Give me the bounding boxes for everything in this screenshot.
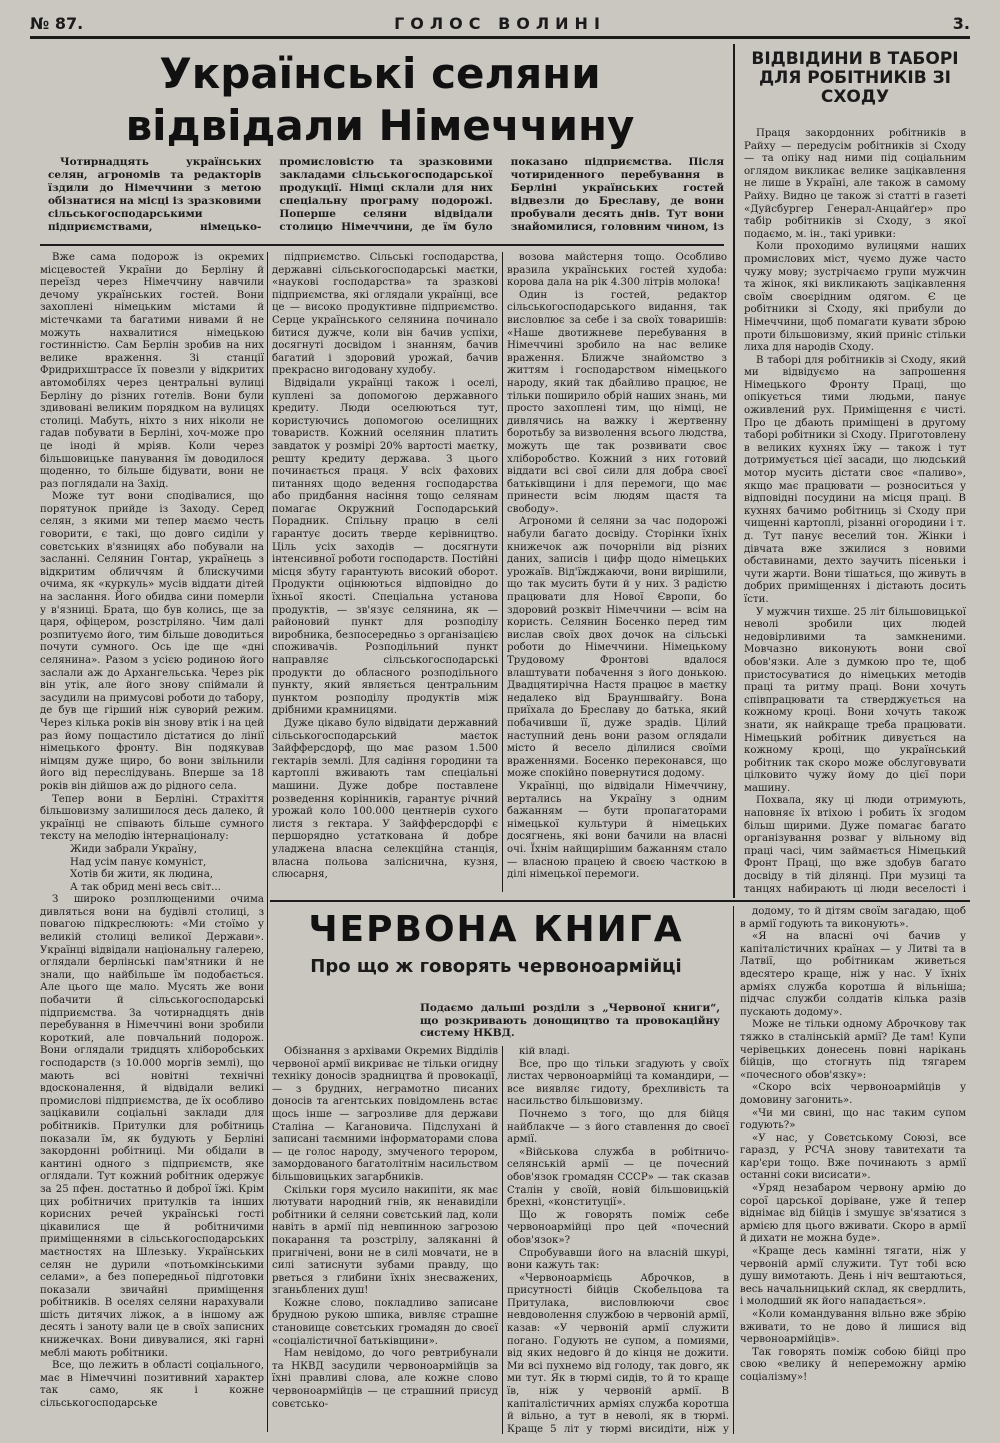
paragraph: Дуже цікаво було відвідати державний сільськогосподарський маєток Зайфферсдорф, що має разом 1.500 гектарів землі. Для садіння городини та картоплі вживають там спеціальні машини. Дуже добре поставлене розведення корінників, гарантує річний урожай коло 100.000 центнерів сухого листя з гектара. У Зайфферсдорфі є першорядно устаткована й добре уладжена власна селекційна станція, власна польова заліснична, кузня, слюсарня, bbox=[272, 717, 498, 881]
article3-title: ЧЕРВОНА КНИГА bbox=[308, 909, 684, 950]
column-rule bbox=[502, 252, 503, 892]
article3-column-2 bbox=[507, 1046, 729, 1434]
article2-title: ВІДВІДИНИ В ТАБОРІ ДЛЯ РОБІТНИКІВ ЗІ СХОДУ bbox=[751, 49, 959, 107]
paragraph: «Коли командування вільно вже збрію вживати, то не дово й лишися від червоноармійців». bbox=[740, 1309, 966, 1346]
section-rule bbox=[270, 900, 970, 902]
paragraph: Обізнання з архівами Окремих Відділів червоної армії викриває не тільки огидну техніку доносів зрадництва й провокації, — з брудних, неграмотно писаних доносів та агентських повідомлень встає щось інше — загрозливе для держави Сталіна — Кагановича. Підслухані й записані таємними інформаторами слова — це голос народу, змученого терором, замордованого багатолітнім насильством більшовицьких загарбників. bbox=[272, 1046, 498, 1183]
article2-body bbox=[744, 128, 966, 894]
paragraph: додому, то й дітям своїм загадаю, щоб в армії годують та виконують». bbox=[740, 906, 966, 930]
paragraph: «Скоро всіх червоноармійців у домовину загонить». bbox=[740, 1082, 966, 1106]
verse-line: Жиди забрали Україну, bbox=[70, 843, 198, 855]
paragraph: «Я на власні очі бачив у капіталістичних країнах — у Литві та в Латвії, що робітникам живеться вдесятеро краще, ніж у нас. У їхніх арміях служба коротша й вільніша; підчас служби солдатів кілька разів пускають додому». bbox=[740, 931, 966, 1018]
paragraph: Почнемо з того, що для бійця найблакче — з його ставлення до своєї армії. bbox=[507, 1108, 729, 1146]
paragraph: «Краще десь камінні тягати, ніж у червоній армії служити. Тут тобі всю душу вимотають. День і ніч вештаються, весь начальницький склад, як свердлить, і молодший як його нападається». bbox=[740, 1246, 966, 1308]
paragraph: Праця закордонних робітників в Райху — передусім робітників зі Сходу — та опіку над ними під соціальним оглядом викликає велике зацікавлення не лише в Україні, але також в самому Райху. Видно це також зі статті в газеті «Дуйсбургер Генерал-Анцайґер» про табір робітників зі Сходу, з якої подаємо, м. ін., такі уривки: bbox=[744, 128, 966, 240]
page-header bbox=[30, 8, 970, 38]
paragraph: Що ж говорять поміж себе червоноармійці про цей «почесний обов'язок»? bbox=[507, 1209, 729, 1246]
article3-subtitle: Про що ж говорять червоноармійці bbox=[310, 956, 682, 977]
verse-line: Над усім панує комуніст, bbox=[70, 856, 207, 868]
paragraph: Нам невідомо, до чого ревтрибунали та НКВД засудили червоноармійців за їхні правливі слова, але кожне слово червоноармійців — це страшний присуд совєтсько- bbox=[272, 1348, 498, 1410]
paragraph: Один із гостей, редактор сільськогосподарського видання, так висловлює за себе і за своїх товаришів: «Наше двотижневе перебування в Німеччині зробило на нас велике враження. Ближче знайомство з життям і господарством німецького народу, який так дбайливо працює, не тільки поширило обрій наших знань, ми просто захоплені тим, що німці, не дивлячись на важку і жертвенну боротьбу за визволення всього людства, можуть ще так розвивати своє хліборобство. Кожний з них готовий віддати всі свої сили для добра своєї батьківщини і для перемоги, що має принести всім людям щастя та свободу». bbox=[507, 289, 727, 515]
paragraph: «Уряд незабаром червону армію до сорої царської доріване, уже й тепер віднімає від бійців і змушує зв'язатися з армією для цього вживати. Скоро в армії й дихати не можна буде». bbox=[740, 1183, 966, 1245]
paragraph: В таборі для робітників зі Сходу, який ми відвідуємо на запрошення Німецького Фронту Праці, що опікується тими людьми, панує оживлений рух. Приміщення є чисті. Про це дбають приміщені в другому таборі робітники зі Сходу. Приготовлену в великих кухнях їжу — також і тут дотримується цієї засади, що людський мотор мусить дістати своє «паливо», якщо має працювати — розноситься у відповідні посудини на місця праці. В кухнях бачимо робітниць зі Сходу при чищенні картоплі, різанні огородини і т. д. Тут панує веселий тон. Жінки і дівчата вже зжилися з новими обставинами, дехто заучить пісеньки і чути жарти. Вони тішаться, що живуть в добрих приміщеннях і дістають досить їсти. bbox=[744, 354, 966, 605]
issue-number: № 87. bbox=[30, 14, 84, 33]
article1-column-1 bbox=[40, 252, 264, 1432]
verse-line: А так обрид мені весь світ... bbox=[70, 881, 221, 893]
page-number: 3. bbox=[952, 14, 970, 33]
paragraph: Так говорять поміж собою бійці про свою «велику й непереможну армію соціалізму»! bbox=[740, 1346, 966, 1383]
column-rule bbox=[502, 1046, 503, 1434]
column-rule bbox=[267, 252, 268, 1432]
verse-line: Хотів би жити, як людина, bbox=[70, 869, 214, 881]
article3-column-1 bbox=[272, 1046, 498, 1434]
paragraph: підприємство. Сільські господарства, державні сільськогосподарські маєтки, «наукові господарства» та зразкові підприємства, які оглядали українці, все це — високо продуктивне підприємство. Серце українського селянина починало битися дужче, коли він бачив успіхи, досягнуті досвідом і знанням, бачив багатий і здоровий урожай, бачив прекрасно вигодовану худобу. bbox=[272, 252, 498, 377]
paragraph: Українці, що відвідали Німеччину, вертались на Україну з одним бажанням — бути пропагаторами німецької культури й німецьких досягнень, які вони бачили на власні очі. Їхнім найщирішим бажанням стало — власною працею й своєю часткою в ділі німецької перемоги. bbox=[507, 780, 727, 881]
paragraph: Може не тільки одному Аброчкову так тяжко в сталінській армії? Де там! Купи черівецьких донесень повні нарікань бійців, що стогнуть під тягарем «почесного обов'язку»: bbox=[740, 1019, 966, 1081]
paragraph: Скільки горя мусило накипіти, як має лютувати народний гнів, як ненавиділи робітники й селяни совєтський лад, коли навіть в армії під невпинною загрозою покарання та розстрілу, заляканні й пригнічені, вони не в силі мовчати, не в силі затиснути зубами правду, що рветься з глибини їхніх знесважених, зганьблених душ! bbox=[272, 1184, 498, 1297]
column-rule bbox=[733, 906, 734, 1434]
article3-intro: Подаємо дальші розділи з „Червоної книги“, що розкривають донощицтво та провокаційну систему НКВД. bbox=[420, 1002, 720, 1039]
article1-title: Українські селяни відвідали Німеччину bbox=[125, 49, 635, 150]
paragraph: Спробувавши його на власній шкурі, вони кажуть так: bbox=[507, 1247, 729, 1272]
paragraph: Все, що лежить в області соціального, має в Німеччині позитивний характер так само, як і кожне сільськогосподарське bbox=[40, 1360, 264, 1410]
paragraph: Може тут вони сподівалися, що порятунок прийде із Заходу. Серед селян, з якими ми тепер маємо честь говорити, є такі, що довго сиділи у совєтських в'язницях або побували на засланні. Селянин Гонтар, українець з відкритим обличчям й блискучими очима, як «куркуль» мусів віддати дітей на заслання. Його обидва сини померли у в'язниці. Брата, що був колись, ще за царя, офіцером, розстріляно. Чим далі розпитуємо його, тим більше доводиться почути сумного. Ось іде ще «дні селянина». Разом з усією родиною його заслали аж до Архангельська. Через рік він утік, але його знову спіймали й засудили на примусові роботи до табору, де був ще гірший ніж суворий режим. Через кілька років він знову втік і на цей раз йому пощастило дістатися до лінії німецького фронту. Він подякував німцям дуже щиро, бо вони звільнили його від переслідувань. Вперше за 18 років він дійшов аж до рідного села. bbox=[40, 491, 264, 792]
article1-column-2 bbox=[272, 252, 498, 892]
lead-rule bbox=[40, 244, 724, 246]
column-divider bbox=[733, 44, 735, 898]
masthead: ГОЛОС ВОЛИНІ bbox=[394, 14, 606, 33]
paragraph: Кожне слово, покладливо записане брудною рукою шпика, вивляє страшне становище совєтських громадян до своєї «соціалістичної батьківщини». bbox=[272, 1297, 498, 1347]
paragraph: Похвала, яку ці люди отримують, наповняє їх втіхою і робить їх згодом більш щирими. Дуже помагає багато організування розваг у вільному від праці часі, чим займається Німецький Фронт Праці, що вже здобув багато досвіду в тій ділянці. При музиці та танцях набирають ці люди веселості і bbox=[744, 795, 966, 894]
paragraph: З широко розплющеними очима дивляться вони на будівлі столиці, з повагою підкреслюють: «Ми стоїмо у великій столиці великої Держави». Українці відвідали національну галерею, оглядали берлінські пам'ятники й не знали, що найбільше їм подобається. Але цього ще мало. Мусять же вони побачити й сільськогосподарські підприємства. За чотирнадцять днів перебування в Німеччині вони зробили короткий, але повчальний подорож. Вони оглядали тридцять хліборобських господарств (з 10.000 моргів землі), що мають всі новітні технічні вдосконалення, й відвідали великі промислові підприємства, де їх особливо зацікавили соціальні заклади для робітників. Притулки для робітниць показали їм, як будують у Берліні закордонні робітниці. Ми обідали в кантині одного з підприємств, яке оглядали. Тут кожний робітник одержує за 25 пфен. достатньо й доброї їжі. Крім цих робітничих притулків та інших корисних речей українські гості цікавилися ще й робітничими приміщеннями в сільськогосподарських маєтностях на Шлезьку. Українських селян не дурили «потьомкінськими селами», а без попередньої підготовки показали звичайні приміщення робітників. В оселях селяни нарахували шість дитячих ліжок, а в іншому аж десять і заноту вали це в своїх записних книжечках. Вони дивувалися, які гарні меблі мають робітники. bbox=[40, 894, 264, 1359]
paragraph: Відвідали українці також і оселі, куплені за допомогою державного кредиту. Люди оселюються тут, користуючись допомогою оселищних товариств. Кожний оселянин платить завдаток у розмірі 20% вартості маєтку, решту кредиту держава. З цього починається праця. У всіх фахових питаннях щодо ведення господарства або придбання насіння тощо селянам помагає Окружний Господарський Порадник. Спільну працю в селі гарантує досить тверде керівництво. Ціль усіх заходів — досягнути інтенсивної роботи господарств. Постійні місця збуту гарантують високий оборот. Продукти оцінюються відповідно до їхньої якості. Спеціальна установа продуктів, — зв'язує селянина, як — районовий пункт для розподілу виробника, безпосередньо з організацією споживачів. Розподільний пункт направляє сільськогосподарські продукти до обласного розподільного пункту, який являється центральним пунктом розподілу продуктів між дрібними крамницями. bbox=[272, 377, 498, 717]
paragraph: возова майстерня тощо. Особливо вразила українських гостей худоба: корова дала на рік 4.300 літрів молока! bbox=[507, 252, 727, 289]
paragraph: кій владі. bbox=[519, 1046, 570, 1057]
paragraph: «Чи ми свині, що нас таким супом годують?» bbox=[740, 1107, 966, 1132]
paragraph: «Військова служба в робітничо-селянській армії — це почесний обов'язок громадян СССР» — так сказав Сталін у своїй, новій більшовицькій брехні, «конституції». bbox=[507, 1146, 729, 1209]
paragraph: Вже сама подорож із окремих місцевостей України до Берліну й переїзд через Німеччину навчили дечому українських гостей. Вони захоплені німецьким містами й містечками та багатими нивами й не можуть нахвалитися німецькою гостинністю. Сам Берлін зробив на них велике враження. Зі станції Фридрихштрассе їх повезли у відкритих автомобілях через центральні вулиці Берліну до різних готелів. Вони були здивовані великим порядком на вулицях столиці. Мабуть, ніхто з них ніколи не гадав побувати в Берліні, хоч-може про це іноді й мріяв. Коли через більшовицьке панування їм доводилося щоденно, то більше бідувати, вони не раз поглядали на Захід. bbox=[40, 252, 264, 490]
paragraph: «У нас, у Совєтському Союзі, все гаразд, у РСЧА знову тавитехати та кар'єри тощо. Вже починають з армії останні соки висисати». bbox=[740, 1132, 966, 1182]
paragraph: Все, про що тільки згадують у своїх листах червоноармійці та командири, — все виявляє гидоту, брехливість та насильство більшовизму. bbox=[507, 1058, 729, 1108]
paragraph: Коли проходимо вулицями наших промислових міст, чуємо дуже часто чужу мову; зустрічаємо групи мужчин та жінок, які викликають зацікавлення своїм своєрідним одягом. Є це робітники зі Сходу, які прибули до Німеччини, щоб помагати кувати зброю проти більшовизму, який приніс стільки лиха для народів Сходу. bbox=[744, 241, 966, 354]
article1-lead bbox=[48, 156, 724, 238]
article1-column-3 bbox=[507, 252, 727, 892]
header-rule bbox=[30, 36, 970, 39]
paragraph: У мужчин тихше. 25 літ більшовицької неволі зробили цих людей недовірливими та замкненими. Мовчазно виконують вони свої обов'язки. Але з думкою про те, щоб пристосуватися до німецьких методів праці та ритму праці. Вони хочуть співпрацювати та стверджується на кожному кроці. Вони хочуть також знати, як найкраще треба працювати. Німецький робітник дивується на кожному кроці, що український робітник так скоро може обслуговувати цілковито чужу йому до цієї пори машину. bbox=[744, 606, 966, 794]
paragraph: «Червоноармієць Аброчков, в присутності бійців Скобельцова та Притулака, висловлюючи своє невдоволення службою в червоній армії, казав: «У червоній армії служити погано. Годують не супом, а помиями, від яких недовго й до кінця не дожити. Ми всі пухнемо від голоду, так довго, як ми тут. Як в тюрмі сидів, то й то краще їв, ніж у червоній армії. В капіталістичних арміях служба коротша й вільно, а тут в неволі, як в тюрмі. Краще 5 літ у тюрмі висидіти, ніж у bbox=[507, 1272, 729, 1434]
paragraph: Тепер вони в Берліні. Страхіття більшовизму залишилося десь далеко, й українці не співають більше сумного тексту на мелодію інтернаціоналу: bbox=[40, 793, 264, 843]
article3-column-3 bbox=[740, 906, 966, 1434]
lead-paragraph: Чотирнадцять українських селян, агрономів та редакторів їздили до Німеччини з метою обізнатися на місці із зразковими сільськогосподарськими підприємствами, німецько-промисловістю та зразковими закладами сільськогосподарської продукції. Німці склали для них спеціальну програму подорожі. Поперше селяни відвідали столицю Німеччини, де їм було показано підприємства. Після чотириденного перебування в Берліні українських гостей відвезли до Бреславу, де вони пробували десять днів. Тут вони знайомилися, головним чином, із bbox=[48, 156, 724, 233]
paragraph: Агрономи й селяни за час подорожі набули багато досвіду. Сторінки їхніх книжечок аж почорніли від різних даних, записів і цифр щодо німецьких урожаїв. Від'їжджаючи, вони вирішили, що так мусить бути й у них. З радістю працювати для Нової Європи, бо здоровий розквіт Німеччини — всім на користь. Селянин Босенко перед тим вислав своїх двох дочок на сільські роботи до Німеччини. Німецькому Трудовому Фронтові вдалося влаштувати побачення з його донькою. Двадцятирічна Настя працює в маєтку недалеко від Брауншвайгу. Вона приїхала до Бреславу до батька, який побачивши її, дуже зрадів. Цілий наступний день вони разом оглядали місто й весело ділилися своїми враженнями. Босенко переконався, що може спокійно повернутися додому. bbox=[507, 516, 727, 780]
